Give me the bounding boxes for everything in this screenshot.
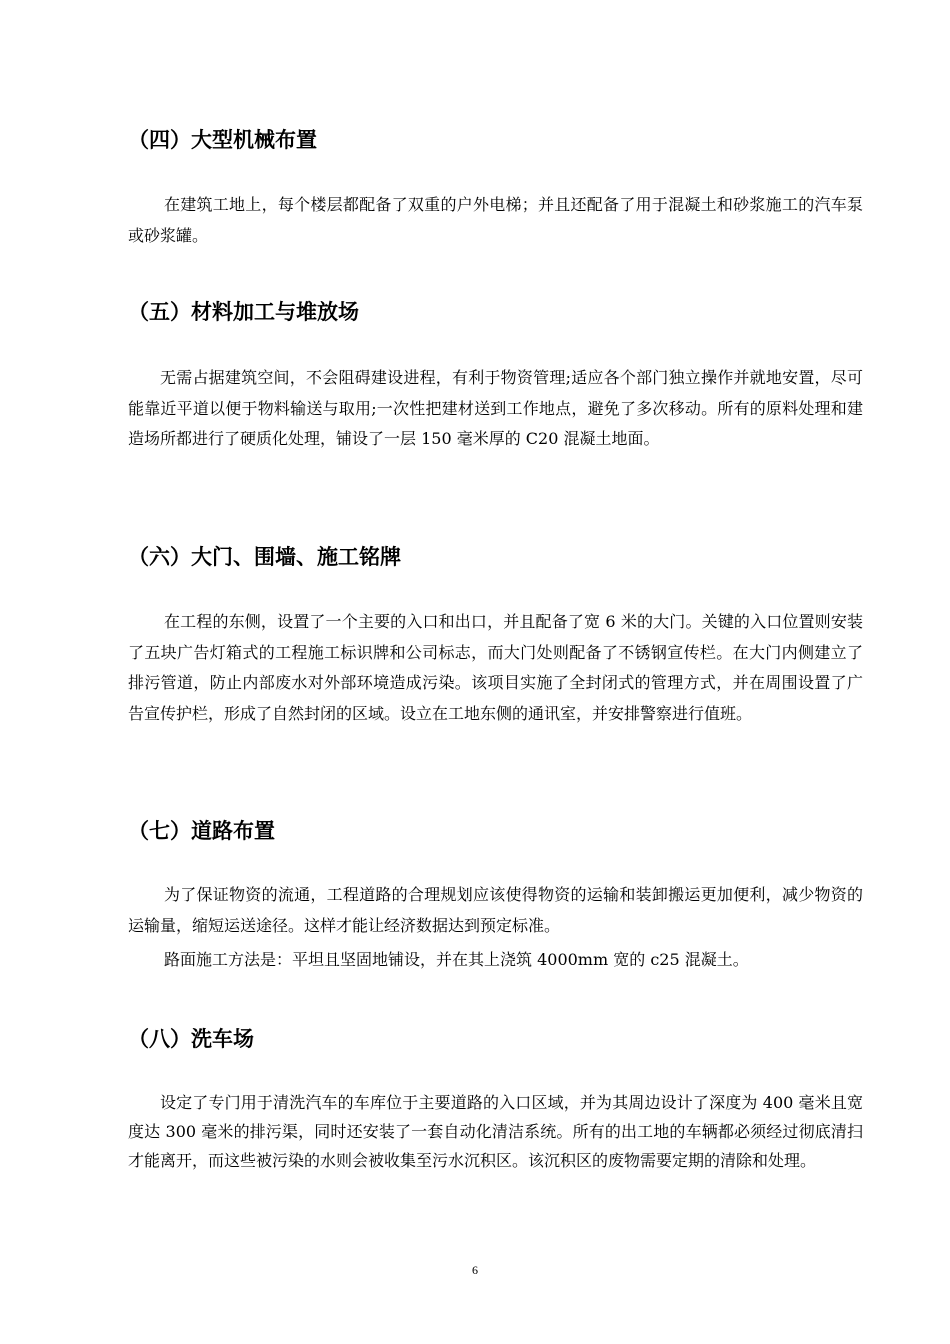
section-6-paragraph-1: 在工程的东侧，设置了一个主要的入口和出口，并且配备了宽 6 米的大门。关键的入口位置则安装了五块广告灯箱式的工程施工标识牌和公司标志，而大门处则配备了不锈钢宣传栏。在大门内侧建立了排污管道，防止内部废水对外部环境造成污染。该项目实施了全封闭式的管理方式，并在周围设置了广告宣传护栏，形成了自然封闭的区域。设立在工地东侧的通讯室，并安排警察进行值班。 <box>128 612 863 723</box>
section-heading-6: （六）大门、围墙、施工铭牌 <box>128 545 401 569</box>
page-number: 6 <box>472 1263 478 1277</box>
section-5-paragraph-1: 无需占据建筑空间，不会阻碍建设进程，有利于物资管理;适应各个部门独立操作并就地安置，尽可能靠近平道以便于物料输送与取用;一次性把建材送到工作地点，避免了多次移动。所有的原料处理和建造场所都进行了硬质化处理，铺设了一层 150 毫米厚的 C20 混凝土地面。 <box>128 368 863 448</box>
section-heading-5: （五）材料加工与堆放场 <box>128 300 359 324</box>
section-heading-8: （八）洗车场 <box>128 1027 254 1051</box>
section-7-paragraph-2: 路面施工方法是：平坦且坚固地铺设，并在其上浇筑 4000mm 宽的 c25 混凝土。 <box>164 950 749 969</box>
section-4-paragraph-1: 在建筑工地上，每个楼层都配备了双重的户外电梯；并且还配备了用于混凝土和砂浆施工的汽车泵或砂浆罐。 <box>128 195 863 245</box>
section-8-paragraph-1: 设定了专门用于清洗汽车的车库位于主要道路的入口区域，并为其周边设计了深度为 400 毫米且宽度达 300 毫米的排污渠，同时还安装了一套自动化清洁系统。所有的出工地的车辆都必须经过彻底清扫才能离开，而这些被污染的水则会被收集至污水沉积区。该沉积区的废物需要定期的清除和处理。 <box>128 1093 863 1170</box>
section-heading-7: （七）道路布置 <box>128 819 275 843</box>
section-heading-4: （四）大型机械布置 <box>128 128 317 152</box>
section-7-paragraph-1: 为了保证物资的流通，工程道路的合理规划应该使得物资的运输和装卸搬运更加便利，减少物资的运输量，缩短运送途径。这样才能让经济数据达到预定标准。 <box>128 885 863 935</box>
